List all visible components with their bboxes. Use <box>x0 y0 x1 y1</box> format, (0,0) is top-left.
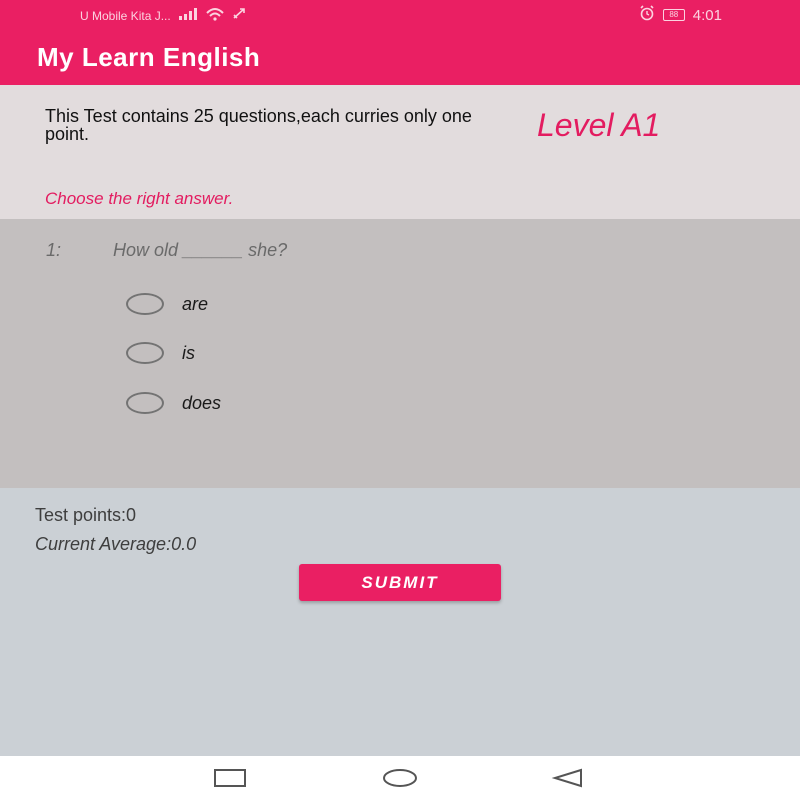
clock-time: 4:01 <box>692 6 722 24</box>
battery-icon: 88 <box>663 9 685 21</box>
test-points: Test points:0 <box>35 505 137 525</box>
option-does[interactable] <box>126 390 221 416</box>
question-text: How old ______ she? <box>113 240 288 260</box>
status-bar <box>0 0 800 28</box>
status-left <box>80 7 247 24</box>
carrier-name: U Mobile Kita J... <box>80 8 171 23</box>
alarm-icon <box>639 5 655 25</box>
option-is[interactable] <box>126 340 195 366</box>
radio-button[interactable] <box>126 342 164 364</box>
radio-button[interactable] <box>126 392 164 414</box>
score-section <box>0 488 800 756</box>
option-label: is <box>182 342 195 363</box>
current-average: Current Average:0.0 <box>35 534 197 554</box>
test-intro-section <box>0 85 800 219</box>
option-are[interactable] <box>126 291 208 317</box>
question-number: 1: <box>46 240 62 260</box>
app-bar <box>0 28 800 85</box>
question-card <box>0 219 800 488</box>
rocket-icon <box>231 7 247 24</box>
level-label: Level A1 <box>537 107 661 143</box>
signal-icon <box>177 8 199 23</box>
radio-button[interactable] <box>126 293 164 315</box>
test-description: This Test contains 25 questions,each curries only one point. <box>45 106 472 144</box>
wifi-icon <box>205 7 225 24</box>
app-title: My Learn English <box>37 42 261 72</box>
back-icon[interactable] <box>548 766 588 790</box>
status-right <box>639 5 722 25</box>
home-icon[interactable] <box>380 766 420 790</box>
system-nav-bar <box>0 756 800 800</box>
submit-button[interactable]: SUBMIT <box>299 564 501 601</box>
recent-apps-icon[interactable] <box>210 766 250 790</box>
instruction-text: Choose the right answer. <box>45 189 234 208</box>
option-label: does <box>182 392 222 413</box>
option-label: are <box>182 293 209 314</box>
